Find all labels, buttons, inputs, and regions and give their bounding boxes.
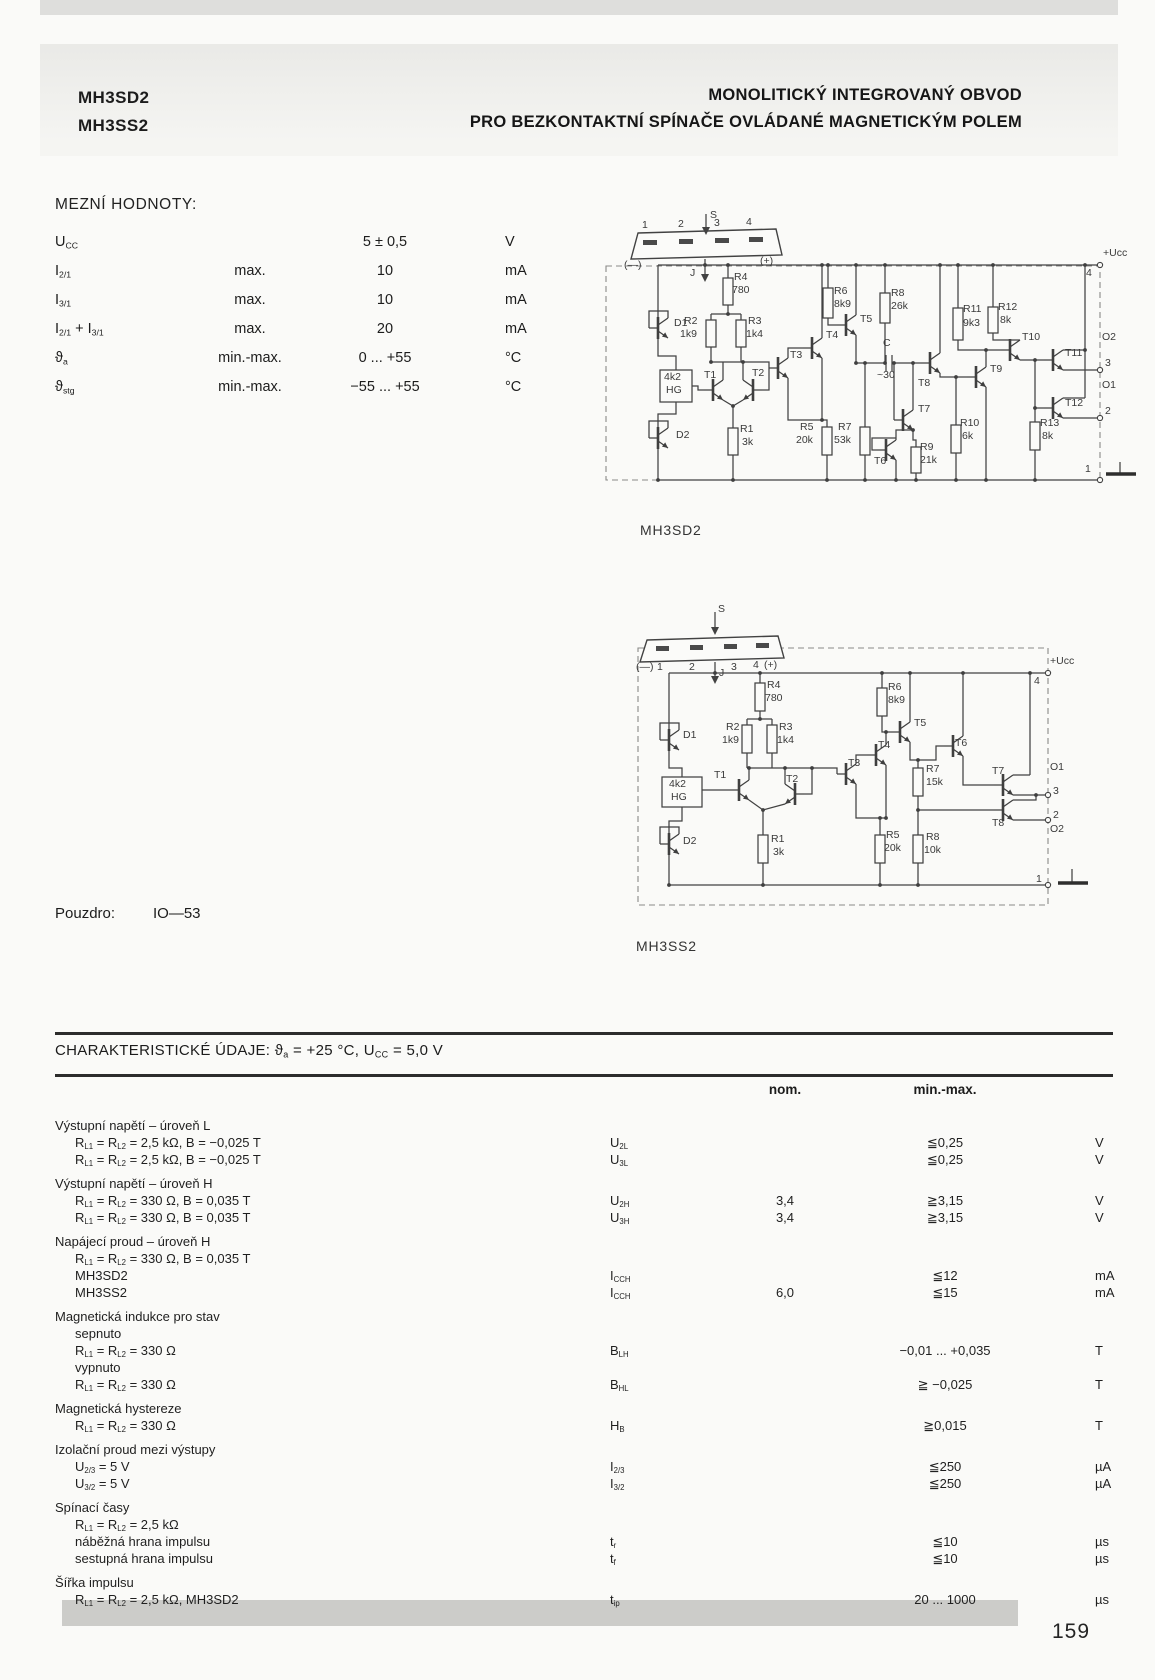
resistor-label: R2: [726, 721, 740, 733]
row-label: Šířka impulsu: [55, 1575, 134, 1590]
resistor-value: 20k: [884, 842, 901, 854]
row-minmax: ≦12: [932, 1268, 958, 1283]
row-nom: 6,0: [775, 1285, 795, 1300]
resistor-value: 9k3: [963, 317, 980, 329]
output-label: O2: [1102, 331, 1117, 343]
limits-heading: MEZNÍ HODNOTY:: [55, 196, 197, 213]
limit-value: 5 ± 0,5: [362, 234, 408, 250]
transistor-label: T8: [918, 377, 931, 389]
row-label: $U_{2/3} = 5$ V: [75, 1459, 130, 1476]
table-data-row: [55, 1533, 1113, 1550]
resistor-label: R1: [740, 423, 754, 435]
terminal-label: 4: [1086, 267, 1092, 279]
table-condition-row: [55, 1359, 1113, 1376]
row-unit: T: [1095, 1377, 1103, 1392]
row-symbol: $B_{HL}$: [610, 1377, 629, 1394]
row-label: $R_{L1} = R_{L2} = 2,5$ kΩ, MH3SD2: [75, 1592, 239, 1609]
transistor-label: T10: [1022, 331, 1041, 343]
resistor-value: 8k: [1042, 430, 1054, 442]
row-symbol: $U_{3L}$: [610, 1152, 629, 1169]
row-symbol: $I_{2/3}$: [610, 1459, 625, 1476]
part-number-2: MH3SS2: [78, 116, 149, 135]
resistor-label: R7: [838, 421, 852, 433]
row-label: MH3SS2: [75, 1285, 128, 1300]
package-note: [55, 905, 355, 922]
limit-cond: min.-max.: [218, 350, 282, 366]
table-group-row: [55, 1175, 1113, 1192]
resistor-value: 3k: [742, 436, 754, 448]
resistor-value: 1k4: [746, 328, 763, 340]
transistor-label: T12: [1065, 397, 1084, 409]
resistor-value: 15k: [926, 776, 943, 788]
resistor-label: R7: [926, 763, 940, 775]
resistor-value: 780: [732, 284, 750, 296]
row-symbol: $U_{3H}$: [610, 1210, 630, 1227]
table-data-row: [55, 1209, 1113, 1226]
current-arrow-label: J: [690, 267, 696, 279]
field-arrow-label: S: [718, 603, 726, 615]
diode-label: D2: [683, 835, 697, 847]
transistor-label: T5: [914, 717, 927, 729]
table-data-row: [55, 1475, 1113, 1492]
pin-2-label: 2: [689, 661, 695, 673]
row-symbol: $H_B$: [610, 1418, 625, 1435]
row-unit: µs: [1095, 1534, 1109, 1549]
output-label: O2: [1050, 823, 1065, 835]
transistor-label: T1: [714, 769, 727, 781]
limit-row: [55, 350, 615, 379]
resistor-value: 10k: [924, 844, 941, 856]
terminal-label: 3: [1105, 357, 1111, 369]
transistor-label: T6: [874, 455, 887, 467]
schematic-caption-mh3ss2: MH3SS2: [636, 938, 697, 954]
row-minmax: ≦0,25: [926, 1135, 964, 1150]
table-group-row: [55, 1499, 1113, 1516]
schematic-caption-mh3sd2: MH3SD2: [640, 522, 702, 538]
row-unit: µA: [1095, 1459, 1112, 1474]
transistor-label: T4: [878, 739, 891, 751]
pin-3-label: 3: [731, 661, 737, 673]
plus-label: (+): [760, 255, 774, 267]
table-data-row: [55, 1284, 1113, 1301]
row-symbol: $t_f$: [610, 1551, 616, 1568]
row-unit: T: [1095, 1418, 1103, 1433]
table-group-row: [55, 1441, 1113, 1458]
row-minmax: ≦0,25: [926, 1152, 964, 1167]
supply-label: +Ucc: [1103, 247, 1128, 259]
pin-2-label: 2: [678, 218, 684, 230]
row-unit: mA: [1095, 1268, 1115, 1283]
hall-generator-label: 4k2: [669, 778, 686, 790]
row-label: Spínací časy: [55, 1500, 130, 1515]
part-number-1: MH3SD2: [78, 88, 150, 107]
row-label: Výstupní napětí – úroveň L: [55, 1118, 211, 1133]
table-rule-top: [55, 1032, 1113, 1035]
row-minmax: ≧3,15: [926, 1193, 964, 1208]
char-table-title: CHARAKTERISTICKÉ ÚDAJE: $ϑ_a = +25$ °C, $U_{CC} = 5,0$ V: [55, 1042, 444, 1060]
field-arrow-label: S: [710, 209, 718, 221]
row-label: $R_{L1} = R_{L2} = 330$ Ω: [75, 1377, 176, 1394]
limit-row: [55, 292, 615, 321]
hall-generator-label: HG: [671, 791, 687, 803]
row-unit: V: [1095, 1210, 1104, 1225]
resistor-label: R2: [684, 315, 698, 327]
row-label: Magnetická indukce pro stav: [55, 1309, 220, 1324]
row-symbol: $I_{CCH}$: [610, 1268, 631, 1285]
table-data-row: [55, 1417, 1113, 1434]
table-data-row: [55, 1550, 1113, 1567]
diode-label: D1: [683, 729, 697, 741]
resistor-label: R4: [767, 679, 781, 691]
row-label: $R_{L1} = R_{L2} = 330$ Ω: [75, 1418, 176, 1435]
resistor-value: 6k: [962, 430, 974, 442]
transistor-label: T5: [860, 313, 873, 325]
row-minmax: ≦250: [928, 1476, 962, 1491]
limit-value: 0 ... +55: [358, 350, 412, 366]
transistor-label: T2: [752, 367, 765, 379]
row-label: $R_{L1} = R_{L2} = 330$ Ω, B = 0,035 T: [75, 1210, 251, 1227]
row-label: Napájecí proud – úroveň H: [55, 1234, 211, 1249]
terminal-label: 1: [1036, 873, 1042, 885]
transistor-label: T3: [790, 349, 803, 361]
limit-cond: max.: [234, 321, 266, 337]
limit-value: −55 ... +55: [350, 379, 420, 395]
resistor-label: R1: [771, 833, 785, 845]
table-data-row: [55, 1151, 1113, 1168]
row-label: $R_{L1} = R_{L2} = 330$ Ω, B = 0,035 T: [75, 1251, 251, 1268]
char-table-header: [55, 1082, 1113, 1102]
row-unit: V: [1095, 1152, 1104, 1167]
output-label: O1: [1050, 761, 1065, 773]
row-label: MH3SD2: [75, 1268, 128, 1283]
row-unit: V: [1095, 1135, 1104, 1150]
table-condition-row: [55, 1516, 1113, 1533]
doc-title: [300, 82, 1022, 136]
resistor-label: R3: [779, 721, 793, 733]
pin-1-label: 1: [642, 219, 648, 231]
row-label: Magnetická hystereze: [55, 1401, 182, 1416]
resistor-value: 20k: [796, 434, 813, 446]
plus-label: (+): [764, 659, 778, 671]
pin-1-label: 1: [657, 661, 663, 673]
row-nom: 3,4: [775, 1210, 795, 1225]
capacitor-label: C: [883, 337, 891, 349]
row-symbol: $t_{ip}$: [610, 1592, 620, 1609]
row-label: Izolační proud mezi výstupy: [55, 1442, 216, 1457]
limit-unit: °C: [505, 350, 522, 366]
supply-label: +Ucc: [1050, 655, 1075, 667]
resistor-value: 21k: [920, 454, 937, 466]
limit-param: $ϑ_a$: [55, 350, 68, 367]
package-note-label: Pouzdro:: [55, 905, 116, 922]
row-unit: µs: [1095, 1592, 1109, 1607]
terminal-label: 2: [1105, 405, 1111, 417]
row-symbol: $t_r$: [610, 1534, 617, 1551]
limit-param: $I_{3/1}$: [55, 292, 72, 309]
col-header-minmax: min.-max.: [913, 1082, 977, 1097]
terminal-label: 1: [1085, 463, 1091, 475]
row-nom: 3,4: [775, 1193, 795, 1208]
doc-title-line2: PRO BEZKONTAKTNÍ SPÍNAČE OVLÁDANÉ MAGNETICKÝM POLEM: [469, 113, 1022, 131]
row-label: $R_{L1} = R_{L2} = 2,5$ kΩ: [75, 1517, 179, 1534]
row-label: sestupná hrana impulsu: [75, 1551, 214, 1566]
row-minmax: ≦10: [932, 1534, 958, 1549]
row-minmax: −0,01 ... +0,035: [899, 1343, 991, 1358]
transistor-label: T1: [704, 369, 717, 381]
table-condition-row: [55, 1250, 1113, 1267]
schematic-mh3sd2: [598, 210, 1150, 502]
transistor-label: T11: [1065, 347, 1083, 359]
limit-param: $I_{2/1} + I_{3/1}$: [55, 321, 104, 338]
row-minmax: ≦250: [928, 1459, 962, 1474]
limit-row: [55, 234, 615, 263]
diode-label: D1: [674, 317, 688, 329]
limit-cond: min.-max.: [218, 379, 282, 395]
transistor-label: T6: [955, 737, 968, 749]
limit-value: 10: [376, 263, 394, 279]
row-symbol: $U_{2H}$: [610, 1193, 630, 1210]
page-number: 159: [1052, 1620, 1091, 1643]
resistor-label: R8: [926, 831, 940, 843]
table-data-row: [55, 1376, 1113, 1393]
resistor-label: R12: [998, 301, 1018, 313]
resistor-label: R10: [960, 417, 980, 429]
resistor-value: 8k9: [834, 298, 851, 310]
row-minmax: ≧ −0,025: [917, 1377, 973, 1392]
row-unit: T: [1095, 1343, 1103, 1358]
row-minmax: ≧3,15: [926, 1210, 964, 1225]
scan-top-strip: [40, 0, 1118, 15]
resistor-label: R9: [920, 441, 934, 453]
schematic-mh3ss2-drawing: [598, 578, 1138, 918]
doc-title-line1: MONOLITICKÝ INTEGROVANÝ OBVOD: [708, 86, 1022, 104]
row-label: vypnuto: [75, 1360, 121, 1375]
hall-generator-label: HG: [666, 384, 682, 396]
resistor-value: 26k: [891, 300, 908, 312]
limit-row: [55, 321, 615, 350]
part-numbers: [78, 84, 149, 140]
row-unit: µA: [1095, 1476, 1112, 1491]
resistor-value: 1k4: [777, 734, 794, 746]
transistor-label: T9: [990, 363, 1003, 375]
resistor-label: R13: [1040, 417, 1060, 429]
row-symbol: $B_{LH}$: [610, 1343, 629, 1360]
row-minmax: ≧0,015: [923, 1418, 967, 1433]
pin-3-label: 3: [714, 217, 720, 229]
table-group-row: [55, 1400, 1113, 1417]
resistor-value: 3k: [773, 846, 785, 858]
limit-row: [55, 379, 615, 408]
limit-param: $U_{CC}$: [55, 234, 79, 251]
pin-4-label: 4: [746, 216, 752, 228]
limit-param: $ϑ_{stg}$: [55, 379, 75, 396]
resistor-label: R8: [891, 287, 905, 299]
limit-param: $I_{2/1}$: [55, 263, 72, 280]
table-rule-mid: [55, 1074, 1113, 1077]
limit-unit: V: [505, 234, 515, 250]
schematic-mh3ss2: [598, 578, 1138, 918]
minus-label: (—): [636, 661, 654, 673]
table-group-row: [55, 1117, 1113, 1134]
resistor-value: 1k9: [680, 328, 697, 340]
output-label: O1: [1102, 379, 1117, 391]
terminal-label: 4: [1034, 675, 1040, 687]
table-group-row: [55, 1233, 1113, 1250]
resistor-value: 8k9: [888, 694, 905, 706]
pin-4-label: 4: [753, 659, 759, 671]
row-label: $U_{3/2} = 5$ V: [75, 1476, 130, 1493]
limit-value: 20: [376, 321, 394, 337]
resistor-label: R5: [886, 829, 900, 841]
row-label: Výstupní napětí – úroveň H: [55, 1176, 213, 1191]
row-symbol: $I_{3/2}$: [610, 1476, 625, 1493]
transistor-label: T4: [826, 329, 839, 341]
current-arrow-label: J: [719, 667, 725, 679]
char-table-rows: [55, 1110, 1113, 1608]
row-label: $R_{L1} = R_{L2} = 2,5$ kΩ, B = −0,025 T: [75, 1135, 261, 1152]
table-data-row: [55, 1342, 1113, 1359]
limits-section: [55, 196, 615, 408]
row-symbol: $U_{2L}$: [610, 1135, 629, 1152]
table-group-row: [55, 1308, 1113, 1325]
resistor-value: 1k9: [722, 734, 739, 746]
row-minmax: 20 ... 1000: [914, 1592, 976, 1607]
terminal-label: 2: [1053, 809, 1059, 821]
table-data-row: [55, 1458, 1113, 1475]
table-data-row: [55, 1267, 1113, 1284]
resistor-label: R5: [800, 421, 814, 433]
limit-unit: mA: [505, 263, 527, 279]
col-header-nom: nom.: [768, 1082, 802, 1097]
transistor-label: T2: [786, 773, 799, 785]
transistor-label: T7: [992, 765, 1005, 777]
row-label: $R_{L1} = R_{L2} = 330$ Ω, B = 0,035 T: [75, 1193, 251, 1210]
resistor-value: 8k: [1000, 314, 1012, 326]
row-label: $R_{L1} = R_{L2} = 330$ Ω: [75, 1343, 176, 1360]
limit-unit: mA: [505, 321, 527, 337]
row-minmax: ≦15: [932, 1285, 958, 1300]
limit-unit: °C: [505, 379, 522, 395]
transistor-label: T7: [918, 403, 931, 415]
package-note-value: IO—53: [153, 905, 201, 922]
limits-rows: [55, 234, 615, 408]
row-label: $R_{L1} = R_{L2} = 2,5$ kΩ, B = −0,025 T: [75, 1152, 261, 1169]
resistor-label: R6: [834, 285, 848, 297]
table-data-row: [55, 1591, 1113, 1608]
row-label: náběžná hrana impulsu: [75, 1534, 211, 1549]
row-minmax: ≦10: [932, 1551, 958, 1566]
row-symbol: $I_{CCH}$: [610, 1285, 631, 1302]
capacitor-value: ~30: [877, 369, 895, 381]
resistor-value: 780: [765, 692, 783, 704]
limit-unit: mA: [505, 292, 527, 308]
table-data-row: [55, 1134, 1113, 1151]
row-unit: V: [1095, 1193, 1104, 1208]
resistor-label: R4: [734, 271, 748, 283]
limit-value: 10: [376, 292, 394, 308]
transistor-label: T8: [992, 817, 1005, 829]
minus-label: (—): [624, 259, 642, 271]
resistor-label: R6: [888, 681, 902, 693]
limit-cond: max.: [234, 263, 266, 279]
table-condition-row: [55, 1325, 1113, 1342]
hall-generator-label: 4k2: [664, 371, 681, 383]
row-unit: mA: [1095, 1285, 1115, 1300]
table-group-row: [55, 1574, 1113, 1591]
row-unit: µs: [1095, 1551, 1109, 1566]
limit-row: [55, 263, 615, 292]
diode-label: D2: [676, 429, 690, 441]
terminal-label: 3: [1053, 785, 1059, 797]
transistor-label: T3: [848, 757, 861, 769]
table-data-row: [55, 1192, 1113, 1209]
limit-cond: max.: [234, 292, 266, 308]
resistor-label: R11: [963, 303, 982, 315]
resistor-label: R3: [748, 315, 762, 327]
resistor-value: 53k: [834, 434, 851, 446]
row-label: sepnuto: [75, 1326, 122, 1341]
